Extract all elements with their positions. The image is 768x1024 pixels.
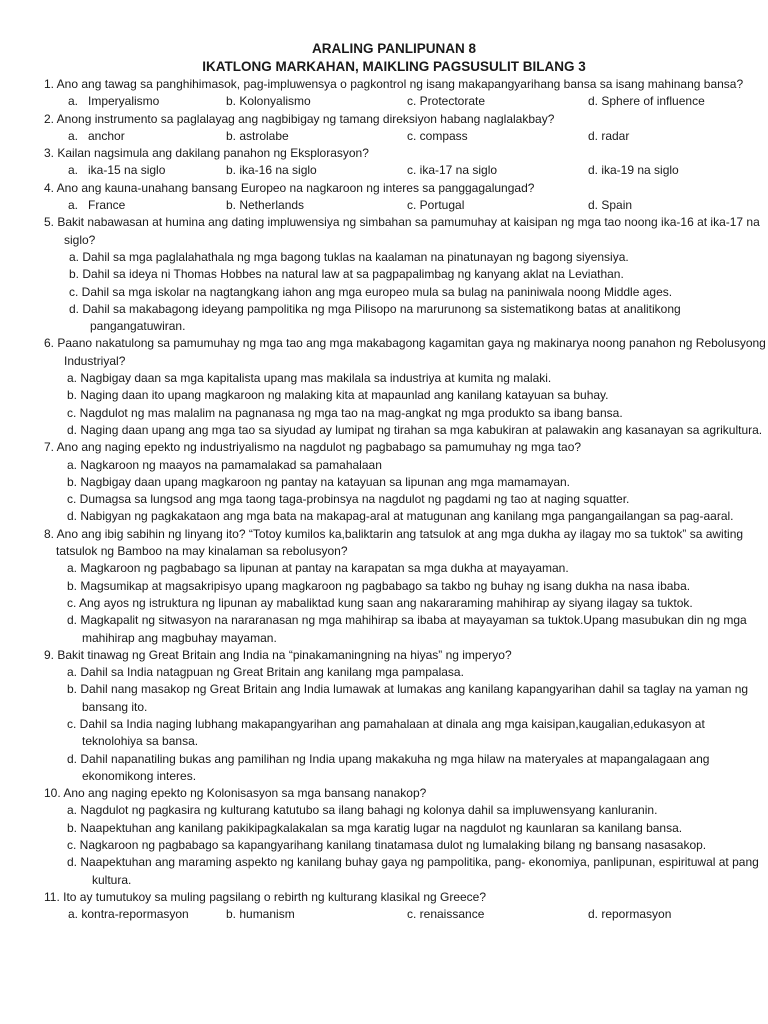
question-4-text: 4. Ano ang kauna-unahang bansang Europeo na nagkaroon ng interes sa panggagalungad?	[44, 180, 535, 195]
option-b[interactable]: b. astrolabe	[226, 128, 289, 143]
question-8-options	[0, 560, 768, 646]
option-d[interactable]: d. radar	[588, 128, 630, 143]
question-6-text: 6. Paano nakatulong sa pamumuhay ng mga tao ang mga makabagong kagamitan gaya ng makinarya noong panahon ng Rebolusyong Industriyal?	[44, 336, 766, 368]
question-2	[0, 111, 768, 146]
option-d[interactable]: d. Naging daan upang ang mga tao sa siyudad ay lumipat ng tirahan sa mga kabukiran at palawakin ang kasanayan sa agrikultura.	[67, 422, 763, 437]
option-d[interactable]: d. Spain	[588, 198, 633, 213]
option-c[interactable]: c. renaissance	[407, 907, 485, 922]
option-b[interactable]: b. ika-16 na siglo	[226, 163, 317, 178]
option-c[interactable]: c. compass	[407, 128, 468, 143]
option-a[interactable]: a. France	[68, 198, 126, 213]
question-9-options	[0, 664, 768, 785]
option-c[interactable]: c. Nagkaroon ng pagbabago sa kapangyarihang kanilang tinatamasa dulot ng lumalaking bilang ng bansang nasasakop.	[67, 838, 707, 853]
question-1-text: 1. Ano ang tawag sa panghihimasok, pag-impluwensya o pagkontrol ng isang makapangyarihang bansa sa isang mahinang bansa?	[44, 77, 744, 91]
option-c[interactable]: c. Dahil sa India naging lubhang makapangyarihan ang pamahalaan at dinala ang mga kaisipan,kaugalian,edukasyon at teknolohiya sa bansa.	[67, 716, 705, 749]
option-c[interactable]: c. Dumagsa sa lungsod ang mga taong taga-probinsya na nagdulot ng pagdami ng tao at naging squatter.	[67, 492, 630, 507]
question-10	[0, 785, 768, 889]
option-b[interactable]: b. humanism	[226, 907, 295, 922]
option-a[interactable]: a. anchor	[68, 128, 125, 143]
page-title: ARALING PANLIPUNAN 8	[311, 41, 476, 56]
option-a[interactable]: a. Dahil sa India natagpuan ng Great Britain ang kanilang mga pampalasa.	[67, 665, 464, 680]
option-d[interactable]: d. ika-19 na siglo	[588, 163, 679, 178]
option-d[interactable]: d. Sphere of influence	[588, 94, 705, 109]
option-d[interactable]: d. Magkapalit ng sitwasyon na nararanasan ng mga mahihirap sa ibaba at mayayaman sa tuktok.Upang masubukan din ng mga mahihirap ang magbuhay mayaman.	[67, 613, 747, 645]
question-5-text: 5. Bakit nabawasan at humina ang dating impluwensiya ng simbahan sa pamumuhay at kaisipan ng mga tao noong ika-16 at ika-17 na siglo?	[44, 215, 760, 247]
question-8-text: 8. Ano ang ibig sabihin ng linyang ito? “Totoy kumilos ka,baliktarin ang tatsulok at ang mga dukha ay ilagay mo sa tuktok” sa awiting tatsulok ng Bamboo na may kinalaman sa rebolusyon?	[44, 526, 744, 559]
option-b[interactable]: b. Naapektuhan ang kanilang pakikipagkalakalan sa mga karatig lugar na nagdulot ng kaunlaran sa kanilang bansa.	[67, 820, 683, 835]
question-9-text: 9. Bakit tinawag ng Great Britain ang India na “pinakamaningning na hiyas” ng imperyo?	[44, 647, 512, 662]
option-c[interactable]: c. Portugal	[407, 198, 465, 213]
question-11	[0, 889, 768, 924]
question-8	[0, 526, 768, 647]
question-5	[0, 214, 768, 335]
page-subtitle: IKATLONG MARKAHAN, MAIKLING PAGSUSULIT BILANG 3	[202, 59, 586, 74]
option-b[interactable]: b. Magsumikap at magsakripisyo upang magkaroon ng pagbabago sa takbo ng buhay ng isang dukha na nasa ibaba.	[67, 578, 691, 593]
question-11-options	[68, 906, 768, 923]
question-6-options	[0, 370, 768, 439]
question-4	[0, 180, 768, 215]
option-d[interactable]: d. Dahil napanatiling bukas ang pamilihan ng India upang makakuha ng mga hilaw na materyales at mapangalagaan ang ekonomikong interes.	[67, 751, 710, 783]
option-a[interactable]: a. Imperyalismo	[68, 94, 160, 109]
option-d[interactable]: d. repormasyon	[588, 907, 672, 922]
question-5-options	[0, 249, 768, 335]
option-c[interactable]: c. ika-17 na siglo	[407, 163, 498, 178]
option-d[interactable]: d. Naapektuhan ang maraming aspekto ng kanilang buhay gaya ng pampolitika, pang- ekonomiya, panlipunan, espirituwal at pang kultura.	[67, 855, 759, 887]
option-b[interactable]: b. Dahil nang masakop ng Great Britain ang India lumawak at lumakas ang kanilang kapangyarihan dahil sa taglay na yaman ng bansang ito.	[67, 682, 749, 714]
question-11-text: 11. Ito ay tumutukoy sa muling pagsilang o rebirth ng kulturang klasikal ng Greece?	[44, 889, 487, 904]
question-3	[0, 145, 768, 180]
question-7-text: 7. Ano ang naging epekto ng industriyalismo na nagdulot ng pagbabago sa pamumuhay ng mga tao?	[44, 440, 582, 455]
option-d[interactable]: d. Nabigyan ng pagkakataon ang mga bata na makapag-aral at matugunan ang kanilang mga pangangailangan sa pag-aaral.	[67, 509, 734, 524]
option-a[interactable]: a. Magkaroon ng pagbabago sa lipunan at pantay na karapatan sa mga dukha at mayayaman.	[67, 561, 569, 576]
option-c[interactable]: c. Protectorate	[407, 94, 486, 109]
question-9	[0, 647, 768, 785]
question-10-options	[0, 802, 768, 888]
option-a[interactable]: a. Dahil sa mga paglalahathala ng mga bagong tuklas na kaalaman na pinatunayan ng bagong siyensiya.	[69, 249, 629, 264]
option-b[interactable]: b. Dahil sa ideya ni Thomas Hobbes na natural law at sa pagpapalimbag ng kanyang aklat na Leviathan.	[69, 267, 624, 282]
question-10-text: 10. Ano ang naging epekto ng Kolonisasyon sa mga bansang nanakop?	[44, 786, 427, 801]
question-6	[0, 335, 768, 439]
question-7	[0, 439, 768, 525]
option-a[interactable]: a. Nagbigay daan sa mga kapitalista upang mas makilala sa industriya at kumita ng malaki.	[67, 371, 552, 386]
question-2-options	[68, 128, 768, 145]
option-b[interactable]: b. Naging daan ito upang magkaroon ng malaking kita at mapaunlad ang kanilang katayuan sa buhay.	[67, 388, 609, 403]
question-7-options	[0, 457, 768, 526]
option-b[interactable]: b. Nagbigay daan upang magkaroon ng pantay na katayuan sa lipunan ang mga mamamayan.	[67, 474, 571, 489]
question-2-text: 2. Anong instrumento sa paglalayag ang nagbibigay ng tamang direksiyon habang naglalakbay?	[44, 111, 555, 126]
option-a[interactable]: a. kontra-repormasyon	[68, 907, 189, 922]
option-c[interactable]: c. Dahil sa mga iskolar na nagtangkang iahon ang mga europeo mula sa bulag na paniniwala noong Middle ages.	[69, 284, 673, 299]
option-d[interactable]: d. Dahil sa makabagong ideyang pampolitika ng mga Pilisopo na marurunong sa sistematikong batas at analitikong pangangatuwiran.	[69, 301, 681, 334]
question-3-options	[68, 162, 768, 179]
option-b[interactable]: b. Kolonyalismo	[226, 94, 311, 109]
option-b[interactable]: b. Netherlands	[226, 198, 305, 213]
option-a[interactable]: a. ika-15 na siglo	[68, 163, 166, 178]
question-3-text: 3. Kailan nagsimula ang dakilang panahon ng Eksplorasyon?	[44, 146, 369, 161]
question-4-options	[68, 197, 768, 214]
question-1	[0, 76, 768, 111]
option-a[interactable]: a. Nagkaroon ng maayos na pamamalakad sa pamahalaan	[67, 457, 382, 472]
option-a[interactable]: a. Nagdulot ng pagkasira ng kulturang katutubo sa ilang bahagi ng kolonya dahil sa impluwensyang kanluranin.	[67, 803, 658, 818]
option-c[interactable]: c. Ang ayos ng istruktura ng lipunan ay mabaliktad kung saan ang nakararaming mahihirap ay siyang ilagay sa tuktok.	[67, 595, 693, 610]
question-1-options	[68, 93, 768, 110]
option-c[interactable]: c. Nagdulot ng mas malalim na pagnanasa ng mga tao na mag-angkat ng mga produkto sa ibang bansa.	[67, 405, 623, 420]
